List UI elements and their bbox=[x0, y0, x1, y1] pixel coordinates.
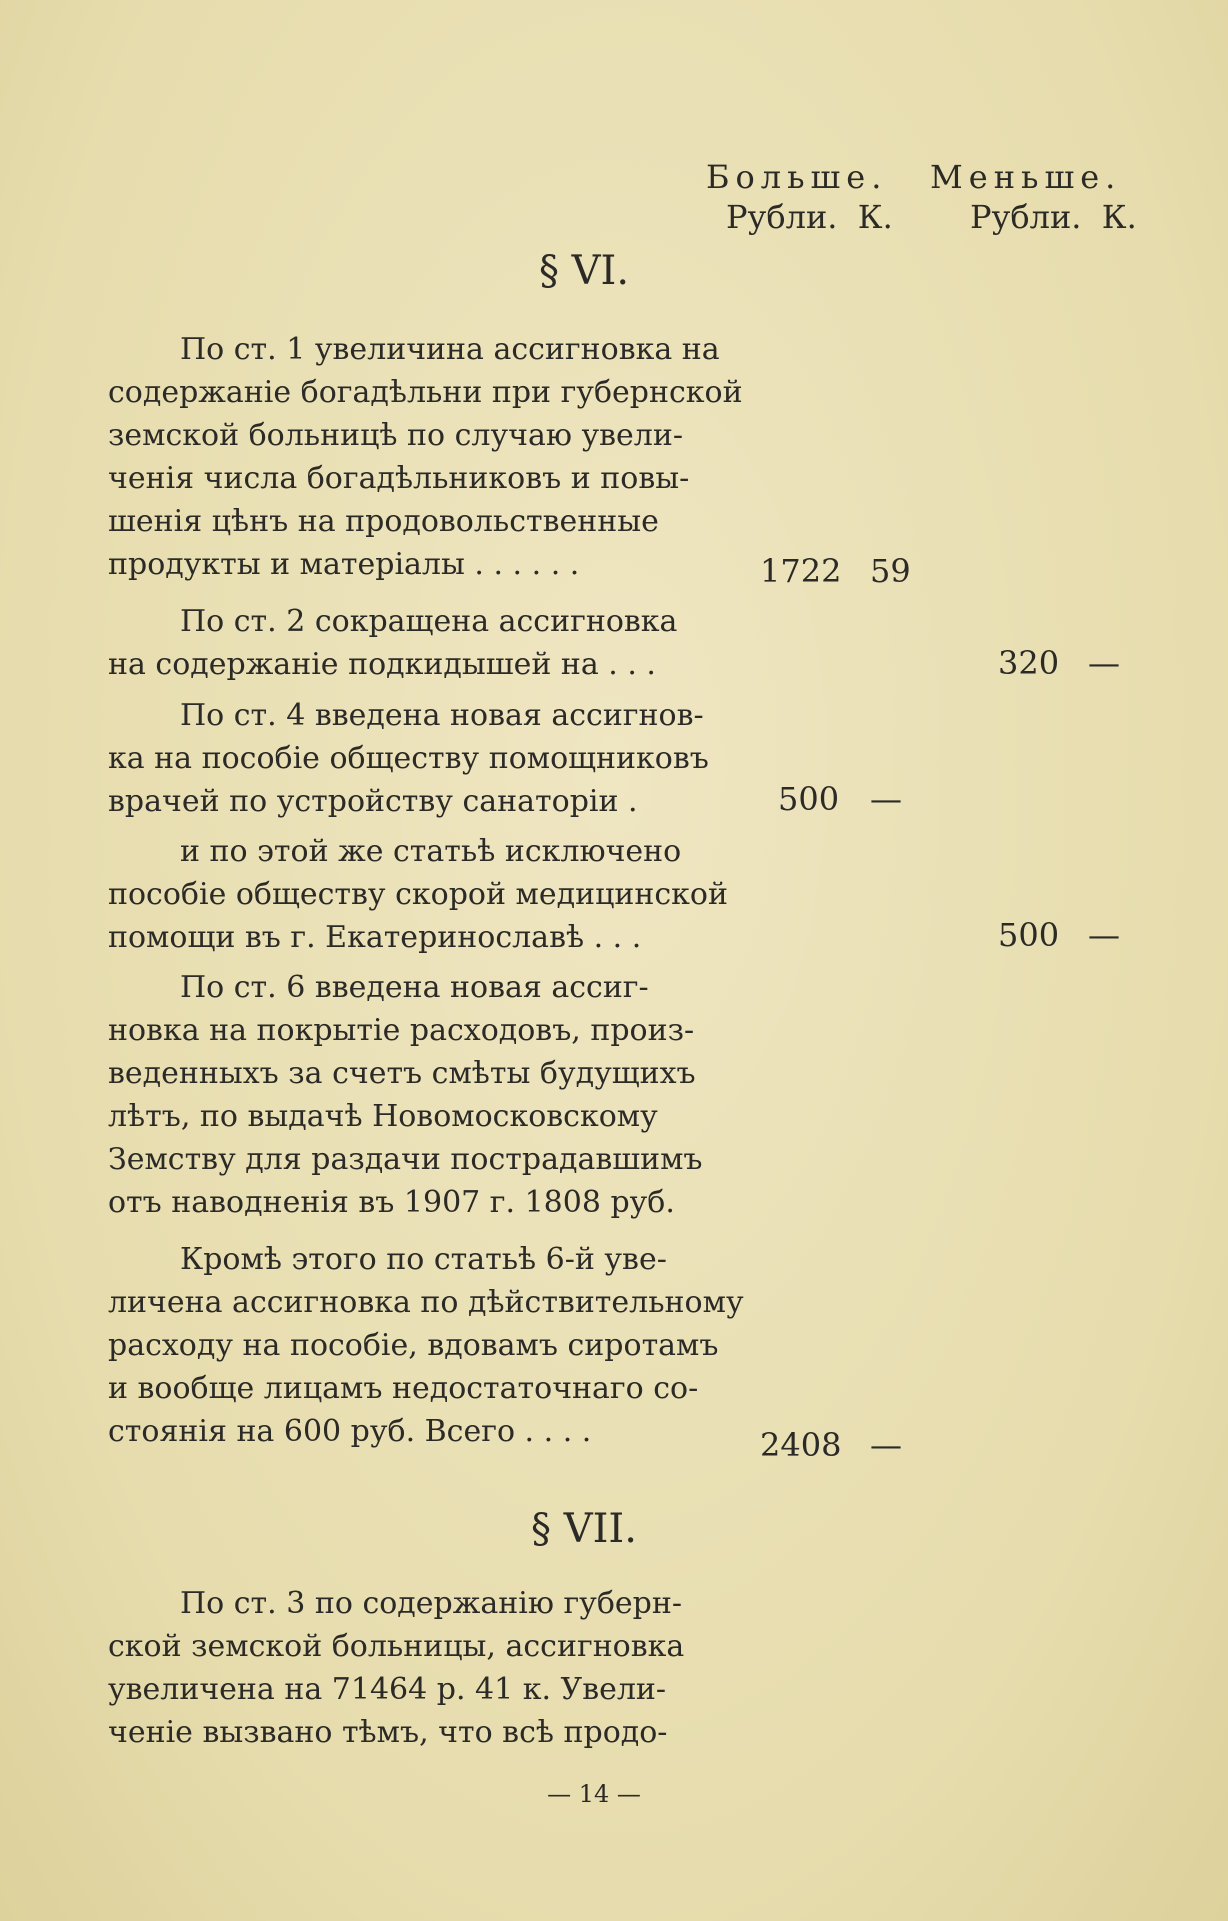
paragraph bbox=[108, 328, 743, 586]
section-title: § VI. bbox=[538, 248, 630, 294]
text-line: шенія цѣнъ на продовольственные bbox=[108, 504, 659, 539]
text-line: стоянія на 600 руб. Всего . . . . bbox=[108, 1414, 592, 1449]
text-line: лѣтъ, по выдачѣ Новомосковскому bbox=[108, 1099, 658, 1134]
section-title: § VII. bbox=[531, 1506, 637, 1552]
amount-less-rubles: 500 bbox=[998, 916, 1060, 954]
page-number: — 14 — bbox=[547, 1780, 641, 1808]
paragraph bbox=[108, 966, 703, 1224]
text-line: продукты и матеріалы . . . . . . bbox=[108, 547, 580, 582]
text-line: Земству для раздачи пострадавшимъ bbox=[108, 1142, 703, 1177]
text-line: ченіе вызвано тѣмъ, что всѣ продо- bbox=[108, 1715, 668, 1750]
paragraph bbox=[108, 600, 688, 686]
text-line: ченія числа богадѣльниковъ и повы- bbox=[108, 461, 690, 496]
text-line: помощи въ г. Екатеринославѣ . . . bbox=[108, 920, 642, 955]
amount-more-rubles: 500 bbox=[778, 780, 840, 818]
text-line: на содержаніе подкидышей на . . . bbox=[108, 647, 656, 682]
text-line: ской земской больницы, ассигновка bbox=[108, 1629, 685, 1664]
amount-more-kopecks: — bbox=[870, 1426, 902, 1464]
text-line: отъ наводненія въ 1907 г. 1808 руб. bbox=[108, 1185, 675, 1220]
paragraph bbox=[108, 1582, 688, 1754]
text-line: и вообще лицамъ недостаточнаго со- bbox=[108, 1371, 699, 1406]
text-line: новка на покрытіе расходовъ, произ- bbox=[108, 1013, 695, 1048]
amount-less-rubles: 320 bbox=[998, 644, 1060, 682]
text-line: Кромѣ этого по статьѣ 6-й уве- bbox=[180, 1242, 667, 1277]
paragraph bbox=[108, 694, 709, 823]
paragraph bbox=[108, 830, 728, 959]
text-line: пособіе обществу скорой медицинской bbox=[108, 877, 728, 912]
text-line: расходу на пособіе, вдовамъ сиротамъ bbox=[108, 1328, 719, 1363]
text-line: По ст. 1 увеличина ассигновка на bbox=[180, 332, 720, 367]
column-header-more: Больше. bbox=[706, 158, 888, 196]
text-line: увеличена на 71464 р. 41 к. Увели- bbox=[108, 1672, 667, 1707]
text-line: врачей по устройству санаторіи . bbox=[108, 784, 638, 819]
text-line: содержаніе богадѣльни при губернской bbox=[108, 375, 743, 410]
text-line: веденныхъ за счетъ смѣты будущихъ bbox=[108, 1056, 696, 1091]
text-line: По ст. 4 введена новая ассигнов- bbox=[180, 698, 704, 733]
text-line: По ст. 6 введена новая ассиг- bbox=[180, 970, 649, 1005]
amount-more-kopecks: — bbox=[870, 780, 902, 818]
amount-less-kopecks: — bbox=[1088, 916, 1120, 954]
text-line: ка на пособіе обществу помощниковъ bbox=[108, 741, 709, 776]
text-line: земской больницѣ по случаю увели- bbox=[108, 418, 683, 453]
paragraph bbox=[108, 1238, 744, 1453]
amount-more-rubles: 1722 bbox=[760, 552, 842, 590]
amount-more-kopecks: 59 bbox=[870, 552, 911, 590]
amount-more-rubles: 2408 bbox=[760, 1426, 842, 1464]
amount-less-kopecks: — bbox=[1088, 644, 1120, 682]
text-line: личена ассигновка по дѣйствительному bbox=[108, 1285, 744, 1320]
text-line: По ст. 3 по содержанію губерн- bbox=[180, 1586, 682, 1621]
column-units-more: Рубли. К. bbox=[726, 198, 893, 236]
text-line: и по этой же статьѣ исключено bbox=[180, 834, 682, 869]
column-header-less: Меньше. bbox=[930, 158, 1122, 196]
text-line: По ст. 2 сокращена ассигновка bbox=[180, 604, 678, 639]
column-units-less: Рубли. К. bbox=[970, 198, 1137, 236]
